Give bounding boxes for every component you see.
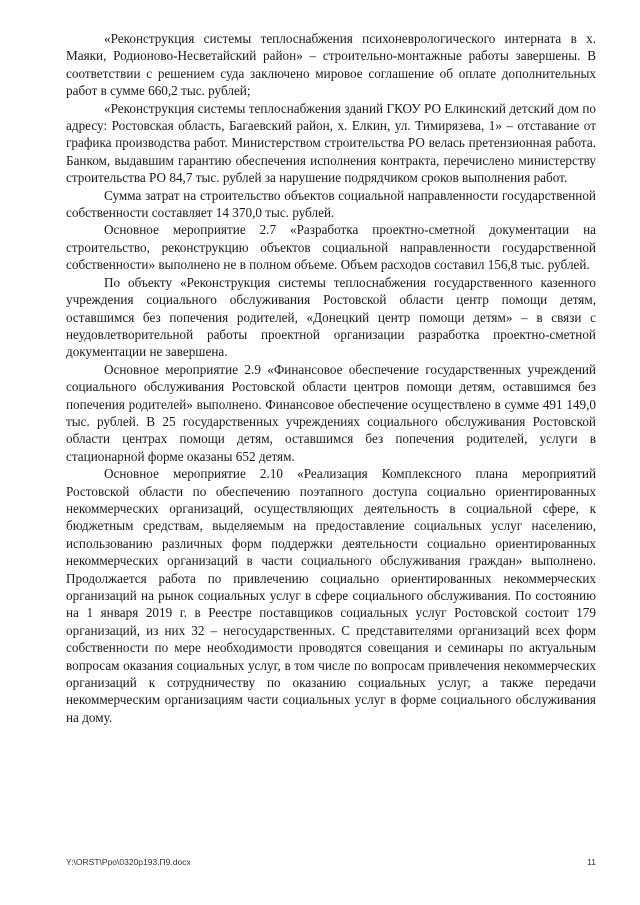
paragraph: Основное мероприятие 2.7 «Разработка проектно-сметной документации на строительство, реконструкцию объектов социальной направленности государственной собственности» выполнено не в полном объеме. Объем расходов составил 156,8 тыс. рублей. [66,222,596,273]
paragraph: «Реконструкция системы теплоснабжения психоневрологического интерната в х. Маяки, Родионово-Несветайский район» – строительно-монтажные работы завершены. В соответствии с решением суда заключено мировое соглашение об оплате дополнительных работ в сумме 660,2 тыс. рублей; [66,31,596,99]
paragraph: Основное мероприятие 2.9 «Финансовое обеспечение государственных учреждений социального обслуживания Ростовской области центров помощи детям, оставшимся без попечения родителей» выполнено. Финансовое обеспечение осуществлено в сумме 491 149,0 тыс. рублей. В 25 государственных учреждениях социального обслуживания Ростовской области центрах помощи детям, оставшимся без попечения родителей, услуги в стационарной форме оказаны 652 детям. [66,361,596,464]
paragraph: По объекту «Реконструкция системы теплоснабжения государственного казенного учреждения социального обслуживания Ростовской области центр помощи детям, оставшимся без попечения родителей, «Донецкий центр помощи детям» – в связи с неудовлетворительной работы проектной организации разработка проектно-сметной документации не завершена. [66,274,596,360]
file-path: Y:\ORST\Ppo\0320p193.П9.docx [66,857,191,867]
document-body [66,30,596,726]
paragraph: Сумма затрат на строительство объектов социальной направленности государственной собственности составляет 14 370,0 тыс. рублей. [66,187,596,221]
paragraph: «Реконструкция системы теплоснабжения зданий ГКОУ РО Елкинский детский дом по адресу: Ростовская область, Багаевский район, х. Елкин, ул. Тимирязева, 1» – отставание от графика производства работ. Министерством строительства РО велась претензионная работа. Банком, выдавшим гарантию обеспечения исполнения контракта, перечислено министерству строительства РО 84,7 тыс. рублей за нарушение подрядчиком сроков выполнения работ. [66,100,596,186]
page-number: 11 [587,857,596,867]
paragraph: Основное мероприятие 2.10 «Реализация Комплексного плана мероприятий Ростовской области по обеспечению поэтапного доступа социально ориентированных некоммерческих организаций, осуществляющих деятельность в социальной сфере, к бюджетным средствам, выделяемым на предоставление социальных услуг населению, использованию различных форм поддержки деятельности социально ориентированных некоммерческих организаций в части социального обслуживания граждан» выполнено. Продолжается работа по привлечению социально ориентированных некоммерческих организаций на рынок социальных услуг в сфере социального обслуживания. По состоянию на 1 января 2019 г. в Реестре поставщиков социальных услуг Ростовской состоит 179 организаций, из них 32 – негосударственных. С представителями организаций всех форм собственности по мере необходимости проводятся совещания и семинары по актуальным вопросам оказания социальных услуг, в том числе по вопросам привлечения некоммерческих организаций к сотрудничеству по оказанию социальных услуг, а также передачи некоммерческим организациям части социальных услуг в форме социального обслуживания на дому. [66,466,596,725]
